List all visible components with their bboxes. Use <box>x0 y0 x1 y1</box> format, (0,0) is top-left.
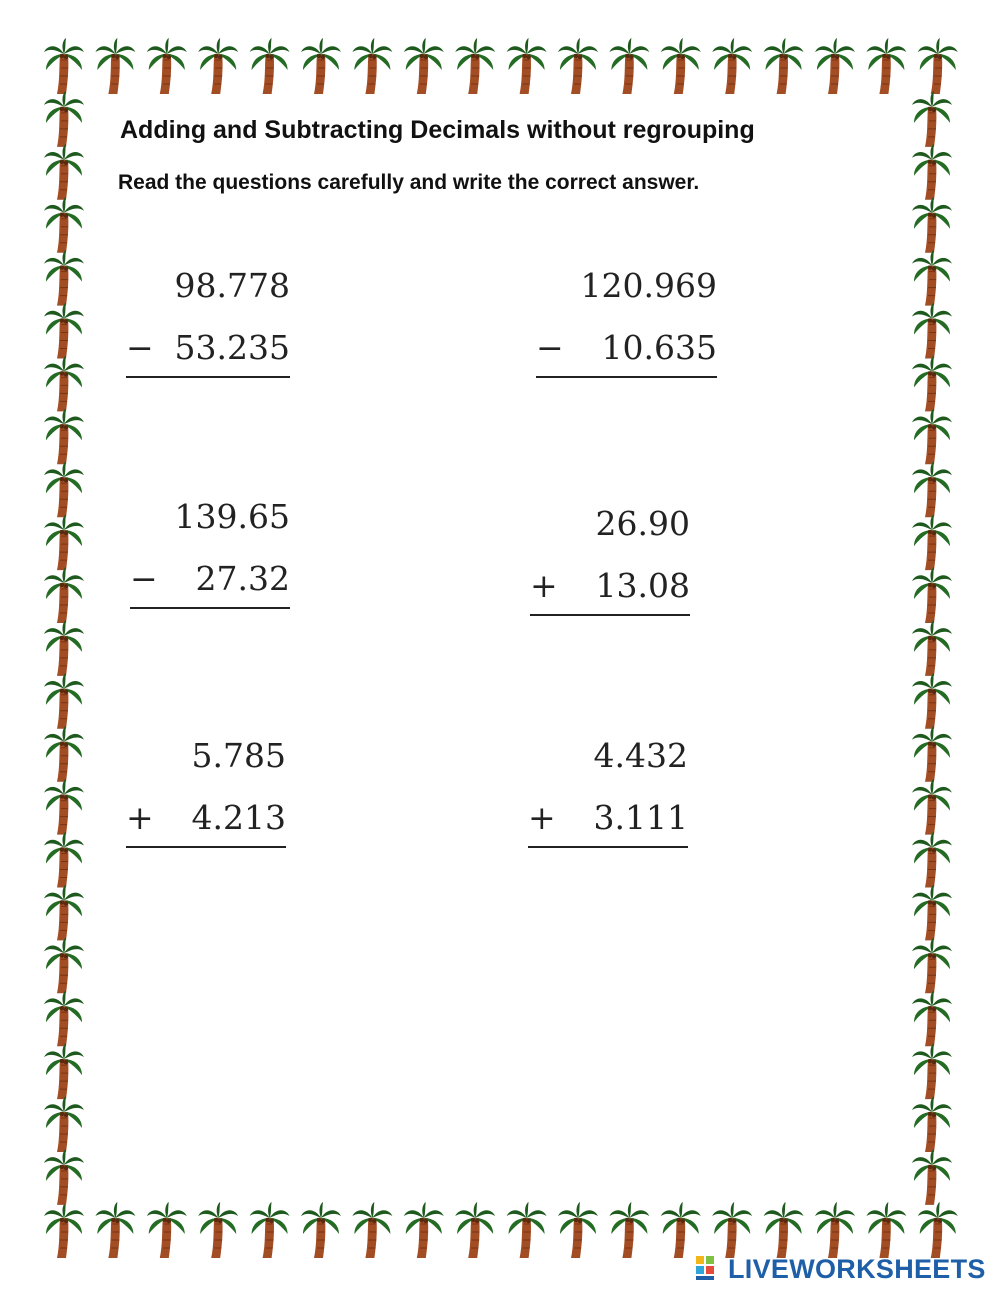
problem-operator: + <box>126 798 154 837</box>
problem-bottom-number: 27.32 <box>195 559 290 598</box>
palm-tree-icon <box>44 408 84 464</box>
problem-operator: − <box>126 328 154 367</box>
palm-tree-icon <box>918 38 958 94</box>
problem-top-number: 120.969 <box>580 266 717 305</box>
palm-tree-icon <box>609 38 649 94</box>
problem-bottom-number: 4.213 <box>191 798 286 837</box>
palm-tree-icon <box>912 726 952 782</box>
problem-operator: + <box>528 798 556 837</box>
palm-tree-icon <box>44 514 84 570</box>
liveworksheets-logo-icon <box>696 1256 724 1282</box>
problem-top-number: 139.65 <box>174 497 290 536</box>
palm-tree-icon <box>815 38 855 94</box>
palm-tree-icon <box>44 38 84 94</box>
palm-tree-icon <box>507 38 547 94</box>
palm-tree-icon <box>44 91 84 147</box>
palm-tree-icon <box>912 567 952 623</box>
palm-tree-icon <box>404 1202 444 1258</box>
palm-tree-icon <box>912 673 952 729</box>
problem-bottom-number: 53.235 <box>174 328 290 367</box>
problem-5 <box>126 736 286 886</box>
problem-top-number: 4.432 <box>593 736 688 775</box>
palm-tree-icon <box>95 1202 135 1258</box>
problem-underline <box>126 376 290 378</box>
palm-tree-icon <box>44 884 84 940</box>
palm-tree-icon <box>912 779 952 835</box>
palm-tree-icon <box>301 38 341 94</box>
problem-operator: − <box>536 328 564 367</box>
palm-tree-icon <box>918 1202 958 1258</box>
palm-tree-icon <box>404 38 444 94</box>
palm-tree-icon <box>912 832 952 888</box>
palm-tree-icon <box>507 1202 547 1258</box>
problem-1 <box>126 266 290 416</box>
palm-tree-icon <box>44 461 84 517</box>
palm-tree-icon <box>912 1149 952 1205</box>
palm-tree-icon <box>912 1043 952 1099</box>
palm-tree-icon <box>815 1202 855 1258</box>
palm-tree-icon <box>558 1202 598 1258</box>
palm-tree-icon <box>455 38 495 94</box>
palm-tree-icon <box>44 355 84 411</box>
palm-tree-icon <box>912 990 952 1046</box>
palm-tree-icon <box>44 1096 84 1152</box>
problem-top-number: 26.90 <box>595 504 690 543</box>
palm-tree-icon <box>301 1202 341 1258</box>
palm-tree-icon <box>912 408 952 464</box>
palm-tree-icon <box>912 514 952 570</box>
palm-tree-icon <box>44 673 84 729</box>
palm-tree-icon <box>147 38 187 94</box>
palm-tree-icon <box>44 250 84 306</box>
palm-tree-icon <box>44 832 84 888</box>
palm-tree-icon <box>661 38 701 94</box>
liveworksheets-logo <box>696 1254 986 1284</box>
problem-4 <box>530 504 690 654</box>
palm-tree-icon <box>44 990 84 1046</box>
palm-tree-icon <box>147 1202 187 1258</box>
palm-tree-icon <box>912 355 952 411</box>
palm-tree-icon <box>912 620 952 676</box>
palm-tree-icon <box>198 38 238 94</box>
palm-tree-icon <box>912 303 952 359</box>
problem-underline <box>536 376 717 378</box>
problem-3 <box>130 497 290 647</box>
problem-operator: + <box>530 566 558 605</box>
problem-operator: − <box>130 559 158 598</box>
problem-underline <box>528 846 688 848</box>
palm-tree-icon <box>44 197 84 253</box>
problem-bottom-number: 10.635 <box>601 328 717 367</box>
palm-tree-icon <box>44 937 84 993</box>
problem-underline <box>130 607 290 609</box>
palm-tree-icon <box>609 1202 649 1258</box>
palm-tree-icon <box>44 620 84 676</box>
palm-tree-icon <box>912 1096 952 1152</box>
palm-tree-icon <box>912 937 952 993</box>
palm-tree-icon <box>198 1202 238 1258</box>
problem-bottom-number: 13.08 <box>595 566 690 605</box>
problem-underline <box>126 846 286 848</box>
palm-tree-icon <box>44 1202 84 1258</box>
palm-tree-icon <box>250 1202 290 1258</box>
palm-tree-icon <box>866 38 906 94</box>
palm-tree-icon <box>44 303 84 359</box>
palm-tree-icon <box>912 250 952 306</box>
problem-top-number: 5.785 <box>191 736 286 775</box>
palm-tree-icon <box>44 1149 84 1205</box>
palm-tree-icon <box>44 567 84 623</box>
problem-6 <box>528 736 688 886</box>
palm-tree-icon <box>352 1202 392 1258</box>
palm-tree-icon <box>764 38 804 94</box>
palm-tree-icon <box>95 38 135 94</box>
palm-tree-icon <box>912 91 952 147</box>
palm-tree-icon <box>44 1043 84 1099</box>
palm-tree-icon <box>764 1202 804 1258</box>
liveworksheets-logo-text: LIVEWORKSHEETS <box>728 1253 986 1284</box>
problem-2 <box>536 266 717 416</box>
problem-top-number: 98.778 <box>174 266 290 305</box>
palm-tree-icon <box>866 1202 906 1258</box>
page-title: Adding and Subtracting Decimals without regrouping <box>120 116 755 144</box>
palm-tree-icon <box>661 1202 701 1258</box>
palm-tree-icon <box>250 38 290 94</box>
palm-tree-icon <box>455 1202 495 1258</box>
palm-tree-icon <box>352 38 392 94</box>
palm-tree-icon <box>712 38 752 94</box>
instructions: Read the questions carefully and write the correct answer. <box>118 171 700 194</box>
palm-tree-icon <box>558 38 598 94</box>
palm-tree-icon <box>912 197 952 253</box>
problem-underline <box>530 614 690 616</box>
problem-bottom-number: 3.111 <box>593 798 688 837</box>
palm-tree-icon <box>44 779 84 835</box>
palm-tree-icon <box>712 1202 752 1258</box>
palm-tree-icon <box>912 461 952 517</box>
palm-tree-icon <box>912 884 952 940</box>
palm-tree-icon <box>912 144 952 200</box>
palm-tree-icon <box>44 144 84 200</box>
palm-tree-icon <box>44 726 84 782</box>
